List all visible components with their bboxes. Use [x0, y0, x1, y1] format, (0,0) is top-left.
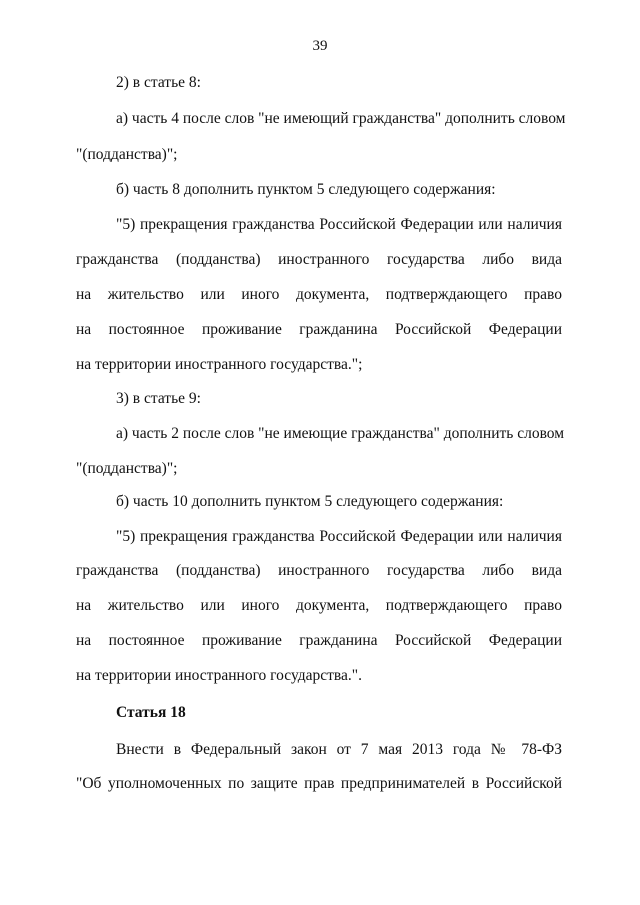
paragraph-line: "5) прекращения гражданства Российской Федерации или наличия — [116, 528, 562, 545]
paragraph-line: гражданства (подданства) иностранного государства либо вида — [76, 251, 562, 268]
paragraph-line: на территории иностранного государства."; — [76, 356, 363, 373]
paragraph-line: гражданства (подданства) иностранного государства либо вида — [76, 562, 562, 579]
paragraph-line: 2) в статье 8: — [116, 74, 201, 91]
article-heading: Статья 18 — [116, 704, 186, 721]
paragraph-line: на жительство или иного документа, подтверждающего право — [76, 597, 562, 614]
paragraph-line: "(подданства)"; — [76, 460, 178, 477]
paragraph-line: а) часть 4 после слов "не имеющий гражданства" дополнить словом — [116, 110, 566, 127]
paragraph-line: б) часть 10 дополнить пунктом 5 следующего содержания: — [116, 493, 504, 510]
paragraph-line: б) часть 8 дополнить пунктом 5 следующего содержания: — [116, 181, 496, 198]
paragraph-line: "Об уполномоченных по защите прав предпринимателей в Российской — [76, 775, 562, 792]
paragraph-line: а) часть 2 после слов "не имеющие гражданства" дополнить словом — [116, 425, 565, 442]
paragraph-line: "(подданства)"; — [76, 146, 178, 163]
paragraph-line: на жительство или иного документа, подтверждающего право — [76, 286, 562, 303]
paragraph-line: 3) в статье 9: — [116, 390, 201, 407]
paragraph-line: на постоянное проживание гражданина Российской Федерации — [76, 632, 562, 649]
page-number: 39 — [312, 38, 328, 54]
paragraph-line: на территории иностранного государства.". — [76, 667, 362, 684]
paragraph-line: "5) прекращения гражданства Российской Федерации или наличия — [116, 216, 562, 233]
paragraph-line: Внести в Федеральный закон от 7 мая 2013 года № 78-ФЗ — [116, 741, 562, 758]
paragraph-line: на постоянное проживание гражданина Российской Федерации — [76, 321, 562, 338]
